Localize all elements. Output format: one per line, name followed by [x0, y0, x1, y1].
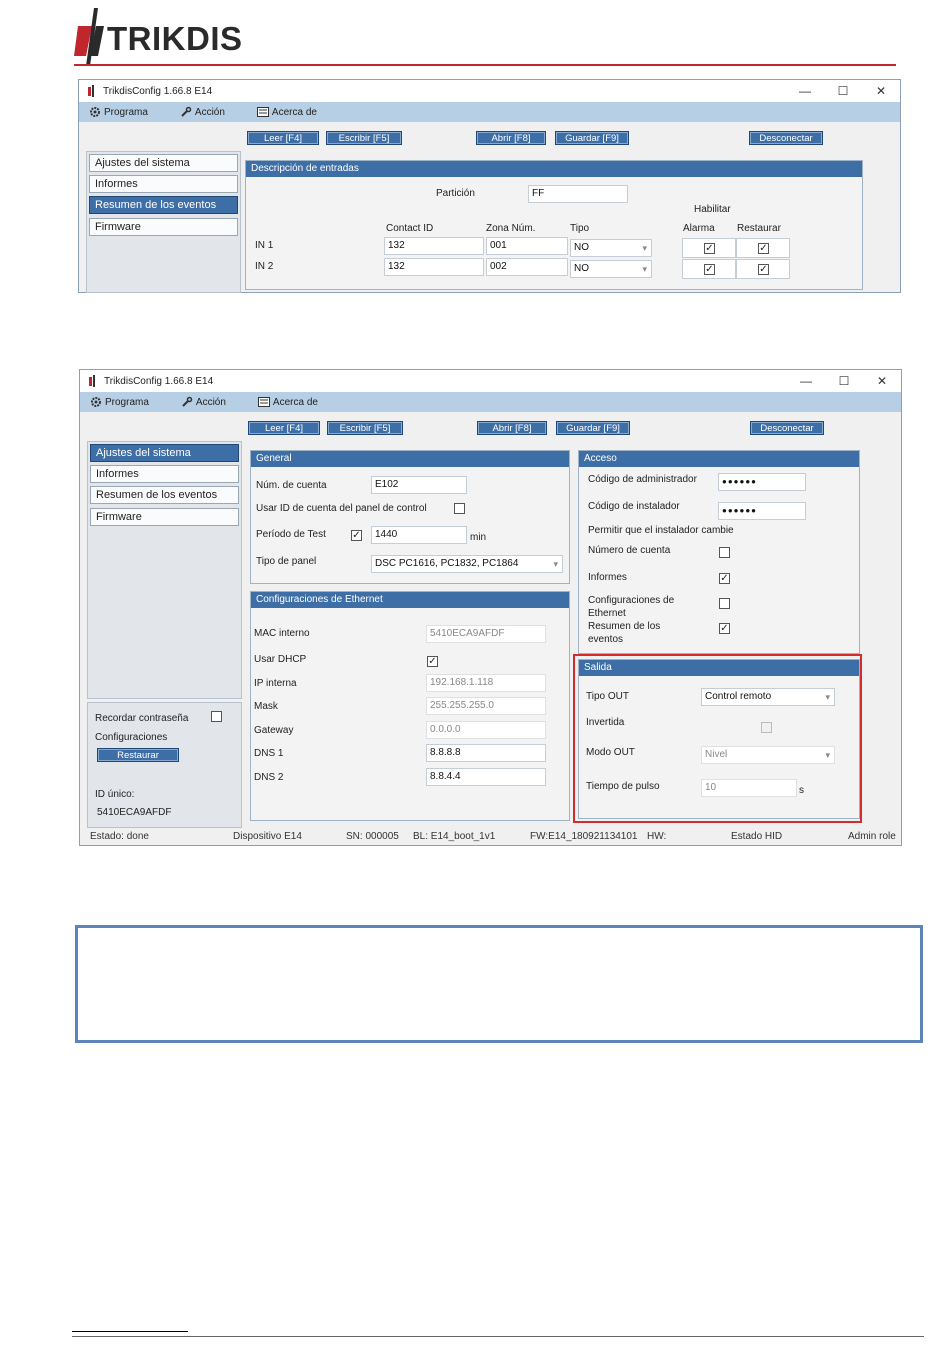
- sidebar-item-informes[interactable]: Informes: [89, 175, 238, 193]
- panel-title: Configuraciones de Ethernet: [251, 592, 569, 608]
- dhcp-checkbox[interactable]: ✓: [428, 656, 437, 667]
- panel-title: Salida: [579, 660, 859, 676]
- tipo-panel-label: Tipo de panel: [256, 556, 317, 567]
- tipo-panel-select[interactable]: DSC PC1616, PC1832, PC1864 ▾: [371, 555, 563, 573]
- restaurar-cell: [736, 259, 790, 279]
- sidebar-item-firmware[interactable]: Firmware: [90, 508, 239, 526]
- menu-label: Acción: [194, 106, 225, 118]
- status-bar: [80, 828, 901, 845]
- restaurar-cell: [736, 238, 790, 258]
- sidebar-bottom: [87, 702, 242, 828]
- mask-label: Mask: [254, 701, 278, 712]
- dns1-label: DNS 1: [254, 748, 284, 759]
- eth-label-2: Ethernet: [588, 608, 626, 619]
- close-icon[interactable]: ✕: [875, 84, 887, 98]
- alarma-cell: [682, 238, 736, 258]
- sidebar-item-resumen[interactable]: Resumen de los eventos: [90, 486, 239, 504]
- admin-label: Código de administrador: [588, 474, 697, 485]
- maximize-icon[interactable]: ☐: [838, 374, 850, 388]
- panel-title: Acceso: [579, 451, 859, 467]
- app-icon: [87, 85, 97, 97]
- maximize-icon[interactable]: ☐: [837, 84, 849, 98]
- tipo-out-select[interactable]: Control remoto ▾: [701, 688, 835, 706]
- sidebar-item-informes[interactable]: Informes: [90, 465, 239, 483]
- ethernet-checkbox[interactable]: [719, 598, 730, 609]
- title-bar: [80, 370, 901, 392]
- informes-checkbox[interactable]: ✓: [720, 573, 729, 584]
- status-bl: BL: E14_boot_1v1: [413, 831, 496, 842]
- window-title: TrikdisConfig 1.66.8 E14: [104, 375, 214, 387]
- resumen-label-2: eventos: [588, 634, 624, 645]
- acceso-panel: [578, 450, 860, 654]
- title-bar: [79, 80, 900, 102]
- sidebar-item-firmware[interactable]: Firmware: [89, 218, 238, 236]
- menu-programa[interactable]: [89, 106, 148, 118]
- status-sn: SN: 000005: [346, 831, 399, 842]
- notice-box: [75, 925, 923, 1043]
- dns2-label: DNS 2: [254, 772, 284, 783]
- col-tipo: Tipo: [570, 223, 590, 234]
- panel-title: Descripción de entradas: [246, 161, 862, 177]
- ip-input[interactable]: 192.168.1.118: [426, 674, 546, 692]
- admin-password[interactable]: ●●●●●●: [718, 473, 806, 491]
- configuraciones-label: Configuraciones: [95, 732, 168, 743]
- usar-id-label: Usar ID de cuenta del panel de control: [256, 503, 427, 514]
- ip-label: IP interna: [254, 678, 297, 689]
- header-rule: [74, 64, 896, 66]
- minimize-icon[interactable]: —: [800, 374, 812, 388]
- app-icon: [88, 375, 98, 387]
- desconectar-button[interactable]: Desconectar: [750, 421, 824, 435]
- abrir-button[interactable]: Abrir [F8]: [476, 131, 546, 145]
- pulso-label: Tiempo de pulso: [586, 781, 660, 792]
- contact-id-input[interactable]: 132: [384, 258, 484, 276]
- dns2-input[interactable]: 8.8.4.4: [426, 768, 546, 786]
- wrench-icon: [181, 396, 193, 408]
- dns1-input[interactable]: 8.8.8.8: [426, 744, 546, 762]
- status-dispositivo: Dispositivo E14: [233, 831, 302, 842]
- periodo-checkbox[interactable]: ✓: [352, 530, 361, 541]
- about-icon: [258, 397, 270, 407]
- restaurar-button[interactable]: Restaurar: [97, 748, 179, 762]
- menu-label: Programa: [104, 106, 148, 118]
- highlight-box: [573, 654, 862, 823]
- footer-rule: [72, 1336, 924, 1337]
- col-alarma: Alarma: [683, 223, 715, 234]
- desconectar-button[interactable]: Desconectar: [749, 131, 823, 145]
- eth-label-1: Configuraciones de: [588, 595, 675, 606]
- status-role: Admin role: [848, 831, 896, 842]
- numero-checkbox[interactable]: [719, 547, 730, 558]
- resumen-checkbox[interactable]: ✓: [720, 623, 729, 634]
- pulso-unit: s: [799, 785, 804, 796]
- trikdis-logo: [74, 8, 294, 68]
- leer-button[interactable]: Leer [F4]: [247, 131, 319, 145]
- menu-acerca[interactable]: [257, 107, 317, 118]
- zona-input[interactable]: 002: [486, 258, 568, 276]
- logo-text: TRIKDIS: [107, 20, 243, 57]
- instalador-password[interactable]: ●●●●●●: [718, 502, 806, 520]
- tipo-out-label: Tipo OUT: [586, 691, 629, 702]
- menu-label: Acerca de: [272, 396, 318, 408]
- status-fw: FW:E14_180921134101: [530, 831, 638, 842]
- escribir-button[interactable]: Escribir [F5]: [327, 421, 403, 435]
- dhcp-label: Usar DHCP: [254, 654, 307, 665]
- close-icon[interactable]: ✕: [876, 374, 888, 388]
- menu-acerca[interactable]: [258, 397, 318, 408]
- resumen-label-1: Resumen de los: [588, 621, 661, 632]
- cuenta-label: Núm. de cuenta: [256, 480, 327, 491]
- tipo-select[interactable]: NO ▾: [570, 239, 652, 257]
- alarma-checkbox[interactable]: ✓: [705, 264, 714, 275]
- leer-button[interactable]: Leer [F4]: [248, 421, 320, 435]
- particion-input[interactable]: FF: [528, 185, 628, 203]
- informes-label: Informes: [588, 572, 627, 583]
- trikdis-logo-mark: [74, 8, 108, 68]
- menu-accion[interactable]: [181, 396, 226, 408]
- minimize-icon[interactable]: —: [799, 84, 811, 98]
- menu-bar: [79, 102, 900, 122]
- gear-icon: [90, 396, 102, 408]
- contact-id-input[interactable]: 132: [384, 237, 484, 255]
- gateway-input[interactable]: 0.0.0.0: [426, 721, 546, 739]
- tipo-select[interactable]: NO ▾: [570, 260, 652, 278]
- modo-out-label: Modo OUT: [586, 747, 635, 758]
- zona-input[interactable]: 001: [486, 237, 568, 255]
- restaurar-checkbox[interactable]: ✓: [759, 243, 768, 254]
- menu-programa[interactable]: [90, 396, 149, 408]
- col-zona: Zona Núm.: [486, 223, 536, 234]
- instalador-label: Código de instalador: [588, 501, 680, 512]
- sidebar-item-ajustes[interactable]: Ajustes del sistema: [89, 154, 238, 172]
- id-value: 5410ECA9AFDF: [97, 807, 172, 818]
- habilitar-label: Habilitar: [694, 204, 731, 215]
- sidebar: [86, 151, 241, 293]
- id-label: ID único:: [95, 789, 135, 800]
- recordar-label: Recordar contraseña: [95, 713, 189, 724]
- alarma-cell: [682, 259, 736, 279]
- menu-label: Programa: [105, 396, 149, 408]
- col-contact-id: Contact ID: [386, 223, 434, 234]
- about-icon: [257, 107, 269, 117]
- ethernet-panel: [250, 591, 570, 821]
- window-title: TrikdisConfig 1.66.8 E14: [103, 85, 213, 97]
- panel-title: General: [251, 451, 569, 467]
- invertida-label: Invertida: [586, 717, 625, 728]
- restaurar-checkbox[interactable]: ✓: [759, 264, 768, 275]
- numero-label: Número de cuenta: [588, 545, 671, 556]
- particion-label: Partición: [436, 188, 475, 199]
- menu-label: Acerca de: [271, 106, 317, 118]
- sidebar-item-ajustes[interactable]: Ajustes del sistema: [90, 444, 239, 462]
- periodo-input[interactable]: 1440: [371, 526, 467, 544]
- cuenta-input[interactable]: E102: [371, 476, 467, 494]
- periodo-label: Período de Test: [256, 529, 326, 540]
- periodo-unit: min: [470, 532, 487, 543]
- sidebar: [87, 441, 242, 699]
- status-estado-hid: Estado HID: [731, 831, 783, 842]
- abrir-button[interactable]: Abrir [F8]: [477, 421, 547, 435]
- permitir-label: Permitir que el instalador cambie: [588, 525, 734, 536]
- status-estado: Estado: done: [90, 831, 149, 842]
- mac-input: 5410ECA9AFDF: [426, 625, 546, 643]
- sidebar-item-resumen[interactable]: Resumen de los eventos: [89, 196, 238, 214]
- mac-label: MAC interno: [254, 628, 310, 639]
- usar-id-checkbox[interactable]: [454, 503, 465, 514]
- modo-out-select[interactable]: Nivel ▾: [701, 746, 835, 764]
- guardar-button[interactable]: Guardar [F9]: [556, 421, 630, 435]
- menu-label: Acción: [195, 396, 226, 408]
- status-hw: HW:: [647, 831, 667, 842]
- menu-bar: [80, 392, 901, 412]
- wrench-icon: [180, 106, 192, 118]
- menu-accion[interactable]: [180, 106, 225, 118]
- general-panel: [250, 450, 570, 584]
- row-name: IN 2: [255, 261, 274, 272]
- entradas-panel: [245, 160, 863, 290]
- guardar-button[interactable]: Guardar [F9]: [555, 131, 629, 145]
- mask-input[interactable]: 255.255.255.0: [426, 697, 546, 715]
- col-restaurar: Restaurar: [737, 223, 781, 234]
- alarma-checkbox[interactable]: ✓: [705, 243, 714, 254]
- gear-icon: [89, 106, 101, 118]
- recordar-checkbox[interactable]: [211, 711, 222, 722]
- gateway-label: Gateway: [254, 725, 294, 736]
- window-entradas: [78, 79, 901, 293]
- footnote-rule: [72, 1331, 188, 1332]
- pulso-input[interactable]: 10: [701, 779, 797, 797]
- row-name: IN 1: [255, 240, 274, 251]
- escribir-button[interactable]: Escribir [F5]: [326, 131, 402, 145]
